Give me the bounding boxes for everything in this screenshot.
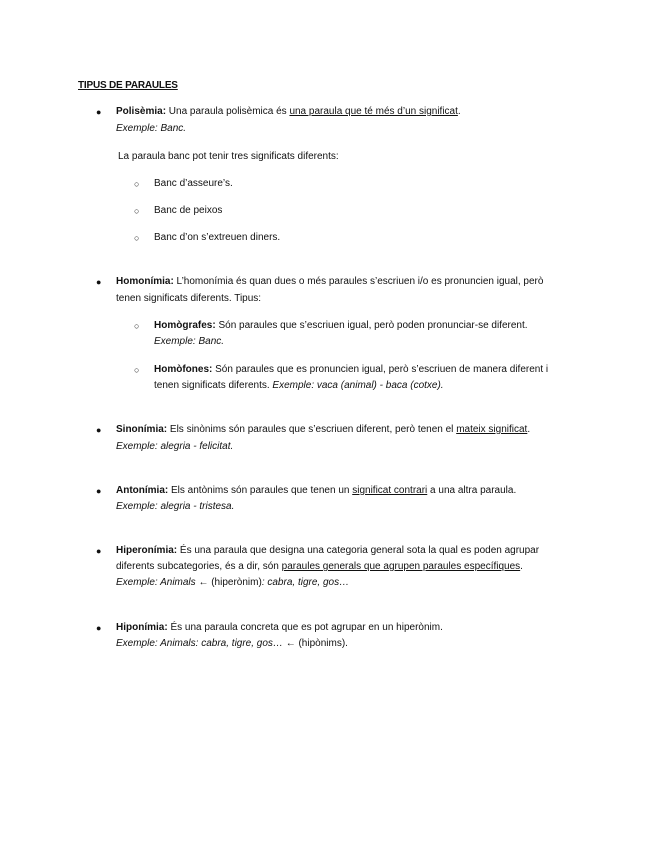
bullet-icon: ● bbox=[96, 486, 102, 496]
bullet-icon: ● bbox=[96, 277, 102, 287]
term-label: Hiponímia: bbox=[116, 622, 168, 633]
term-label: Homògrafes: bbox=[154, 320, 216, 331]
underlined-text: paraules generals que agrupen paraules específiques bbox=[281, 561, 521, 572]
antonimia-example: Exemple: alegria - tristesa. bbox=[116, 501, 235, 512]
bullet-icon: ● bbox=[96, 107, 102, 117]
underlined-text: una paraula que té més d’un significat bbox=[289, 106, 458, 117]
polisemia-definition: Polisèmia: Una paraula polisèmica és una paraula que té més d’un significat. bbox=[116, 106, 461, 117]
term-label: Homòfones: bbox=[154, 364, 213, 375]
antonimia-definition: Antonímia: Els antònims són paraules que tenen un significat contrari a una altra paraula. bbox=[116, 485, 517, 496]
sub-bullet-icon: ○ bbox=[134, 233, 140, 243]
polisemia-intro: La paraula banc pot tenir tres significats diferents: bbox=[118, 151, 339, 162]
term-label: Homonímia: bbox=[116, 276, 174, 287]
sub-bullet-icon: ○ bbox=[134, 206, 140, 216]
term-label: Antonímia: bbox=[116, 485, 169, 496]
homofones-definition-line2: tenen significats diferents. Exemple: vaca (animal) - baca (cotxe). bbox=[154, 380, 444, 391]
homofones-definition: Homòfones: Són paraules que es pronuncien igual, però s’escriuen de manera diferent i bbox=[154, 364, 549, 375]
sub-bullet-icon: ○ bbox=[134, 179, 140, 189]
bullet-icon: ● bbox=[96, 546, 102, 556]
definition-text: Una paraula polisèmica és bbox=[166, 106, 290, 117]
homonimia-definition: Homonímia: L’homonímia és quan dues o més paraules s’escriuen i/o es pronuncien igual, però bbox=[116, 276, 544, 287]
hiperonimia-definition-line2: diferents subcategories, és a dir, són paraules generals que agrupen paraules específiques. bbox=[116, 561, 523, 572]
underlined-text: mateix significat bbox=[456, 424, 528, 435]
sub-bullet-icon: ○ bbox=[134, 321, 140, 331]
sinonimia-definition: Sinonímia: Els sinònims són paraules que s’escriuen diferent, però tenen el mateix significat. bbox=[116, 424, 531, 435]
list-item: Banc d’asseure’s. bbox=[154, 178, 233, 189]
homografes-definition: Homògrafes: Són paraules que s’escriuen igual, però poden pronunciar-se diferent. bbox=[154, 320, 528, 331]
term-label: Sinonímia: bbox=[116, 424, 168, 435]
hiperonimia-definition: Hiperonímia: És una paraula que designa una categoria general sota la qual es poden agrupar bbox=[116, 545, 540, 556]
list-item: Banc de peixos bbox=[154, 205, 223, 216]
list-item: Banc d’on s’extreuen diners. bbox=[154, 232, 281, 243]
underlined-text: significat contrari bbox=[352, 485, 428, 496]
sub-bullet-icon: ○ bbox=[134, 365, 140, 375]
homonimia-definition-line2: tenen significats diferents. Tipus: bbox=[116, 293, 262, 304]
bullet-icon: ● bbox=[96, 623, 102, 633]
term-label: Hiperonímia: bbox=[116, 545, 178, 556]
hiponimia-definition: Hiponímia: És una paraula concreta que es pot agrupar en un hiperònim. bbox=[116, 622, 443, 633]
hiperonimia-example: Exemple: Animals ← (hiperònim): cabra, tigre, gos… bbox=[116, 577, 350, 588]
page-title: TIPUS DE PARAULES bbox=[78, 80, 178, 91]
sinonimia-example: Exemple: alegria - felicitat. bbox=[116, 441, 234, 452]
hiponimia-example: Exemple: Animals: cabra, tigre, gos… ← (hipònims). bbox=[116, 638, 348, 649]
homografes-example: Exemple: Banc. bbox=[154, 336, 225, 347]
term-label: Polisèmia: bbox=[116, 106, 167, 117]
polisemia-example: Exemple: Banc. bbox=[116, 123, 187, 134]
bullet-icon: ● bbox=[96, 425, 102, 435]
homofones-example: Exemple: vaca (animal) - baca (cotxe). bbox=[272, 380, 444, 391]
